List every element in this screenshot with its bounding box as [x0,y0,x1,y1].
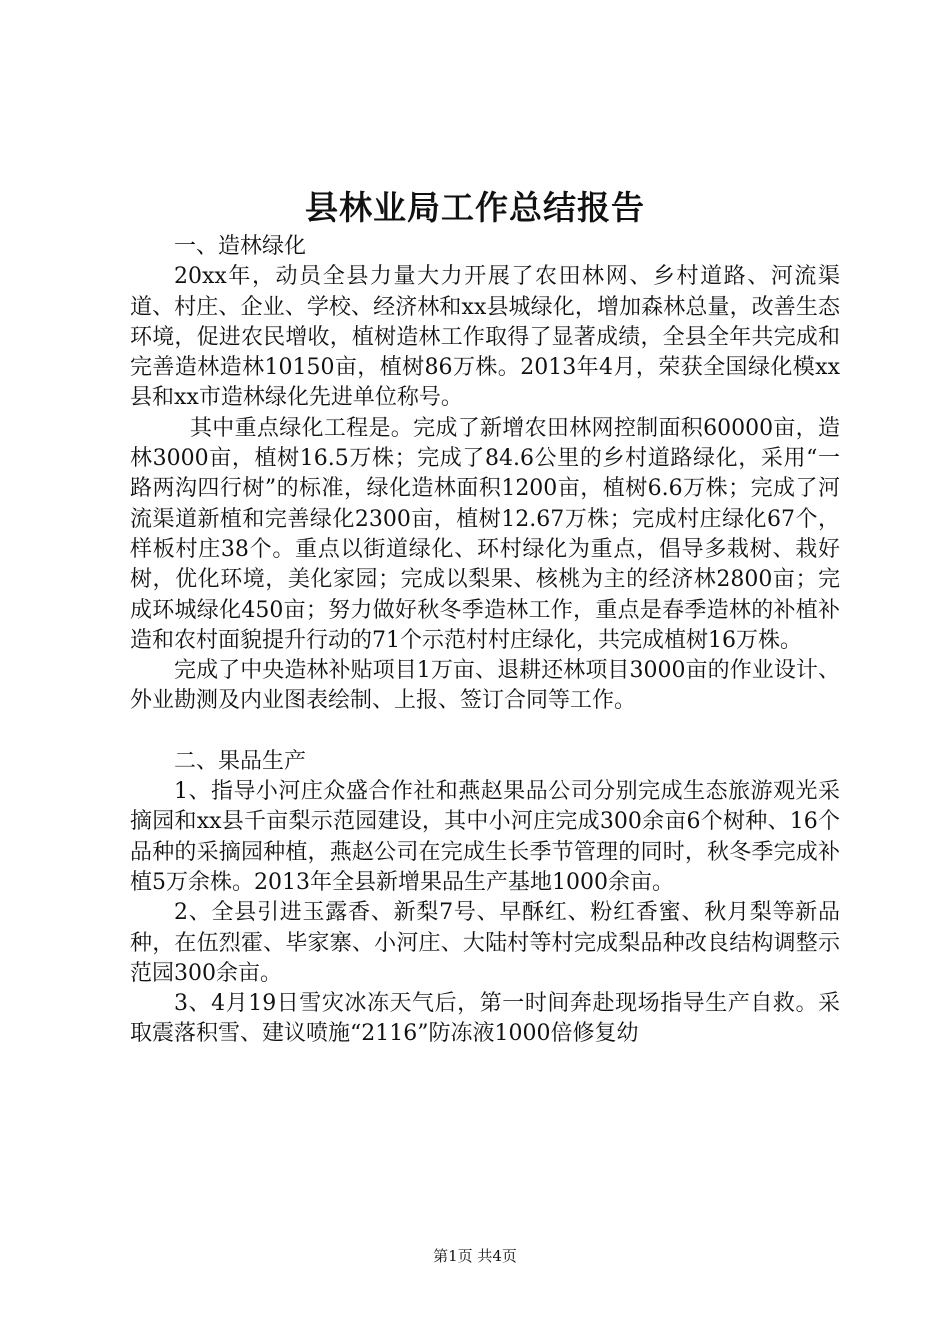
paragraph-fruit-item-3: 3、4月19日雪灾冰冻天气后，第一时间奔赴现场指导生产自救。采取震落积雪、建议喷施“2116”防冻液1000倍修复幼 [130,991,840,1047]
paragraph-fruit-item-2: 2、全县引进玉露香、新梨7号、早酥红、粉红香蜜、秋月梨等新品种，在伍烈霍、毕家寨、小河庄、大陆村等村完成梨品种改良结构调整示范园300余亩。 [130,900,840,986]
section-heading-afforestation: 一、造林绿化 [174,234,307,259]
page-number-footer: 第1页 共4页 [433,1247,517,1265]
paragraph-afforestation-summary: 20xx年，动员全县力量大力开展了农田林网、乡村道路、河流渠道、村庄、企业、学校、经济林和xx县城绿化，增加森林总量，改善生态环境，促进农民增收，植树造林工作取得了显著成绩，全县全年共完成和完善造林造林10150亩，植树86万株。2013年4月，荣获全国绿化模xx县和xx市造林绿化先进单位称号。 [130,264,840,411]
document-title: 县林业局工作总结报告 [305,188,645,227]
section-heading-fruit-production: 二、果品生产 [174,748,307,774]
paragraph-key-projects: 其中重点绿化工程是。完成了新增农田林网控制面积60000亩，造林3000亩，植树16.5万株；完成了84.6公里的乡村道路绿化，采用“一路两沟四行树”的标准，绿化造林面积1200亩，植树6.6万株；完成了河流渠道新植和完善绿化2300亩，植树12.67万株；完成村庄绿化67个，样板村庄38个。重点以街道绿化、环村绿化为重点，倡导多栽树、栽好树，优化环境，美化家园；完成以梨果、核桃为主的经济林2800亩；完成环城绿化450亩；努力做好秋冬季造林工作，重点是春季造林的补植补造和农村面貌提升行动的71个示范村村庄绿化，共完成植树16万株。 [130,415,840,653]
paragraph-fruit-item-1: 1、指导小河庄众盛合作社和燕赵果品公司分别完成生态旅游观光采摘园和xx县千亩梨示范园建设，其中小河庄完成300余亩6个树种、16个品种的采摘园种植，燕赵公司在完成生长季节管理的同时，秋冬季完成补植5万余株。2013年全县新增果品生产基地1000余亩。 [130,779,840,895]
paragraph-subsidy-projects: 完成了中央造林补贴项目1万亩、退耕还林项目3000亩的作业设计、外业勘测及内业图表绘制、上报、签订合同等工作。 [130,658,840,714]
document-body [130,232,840,1050]
